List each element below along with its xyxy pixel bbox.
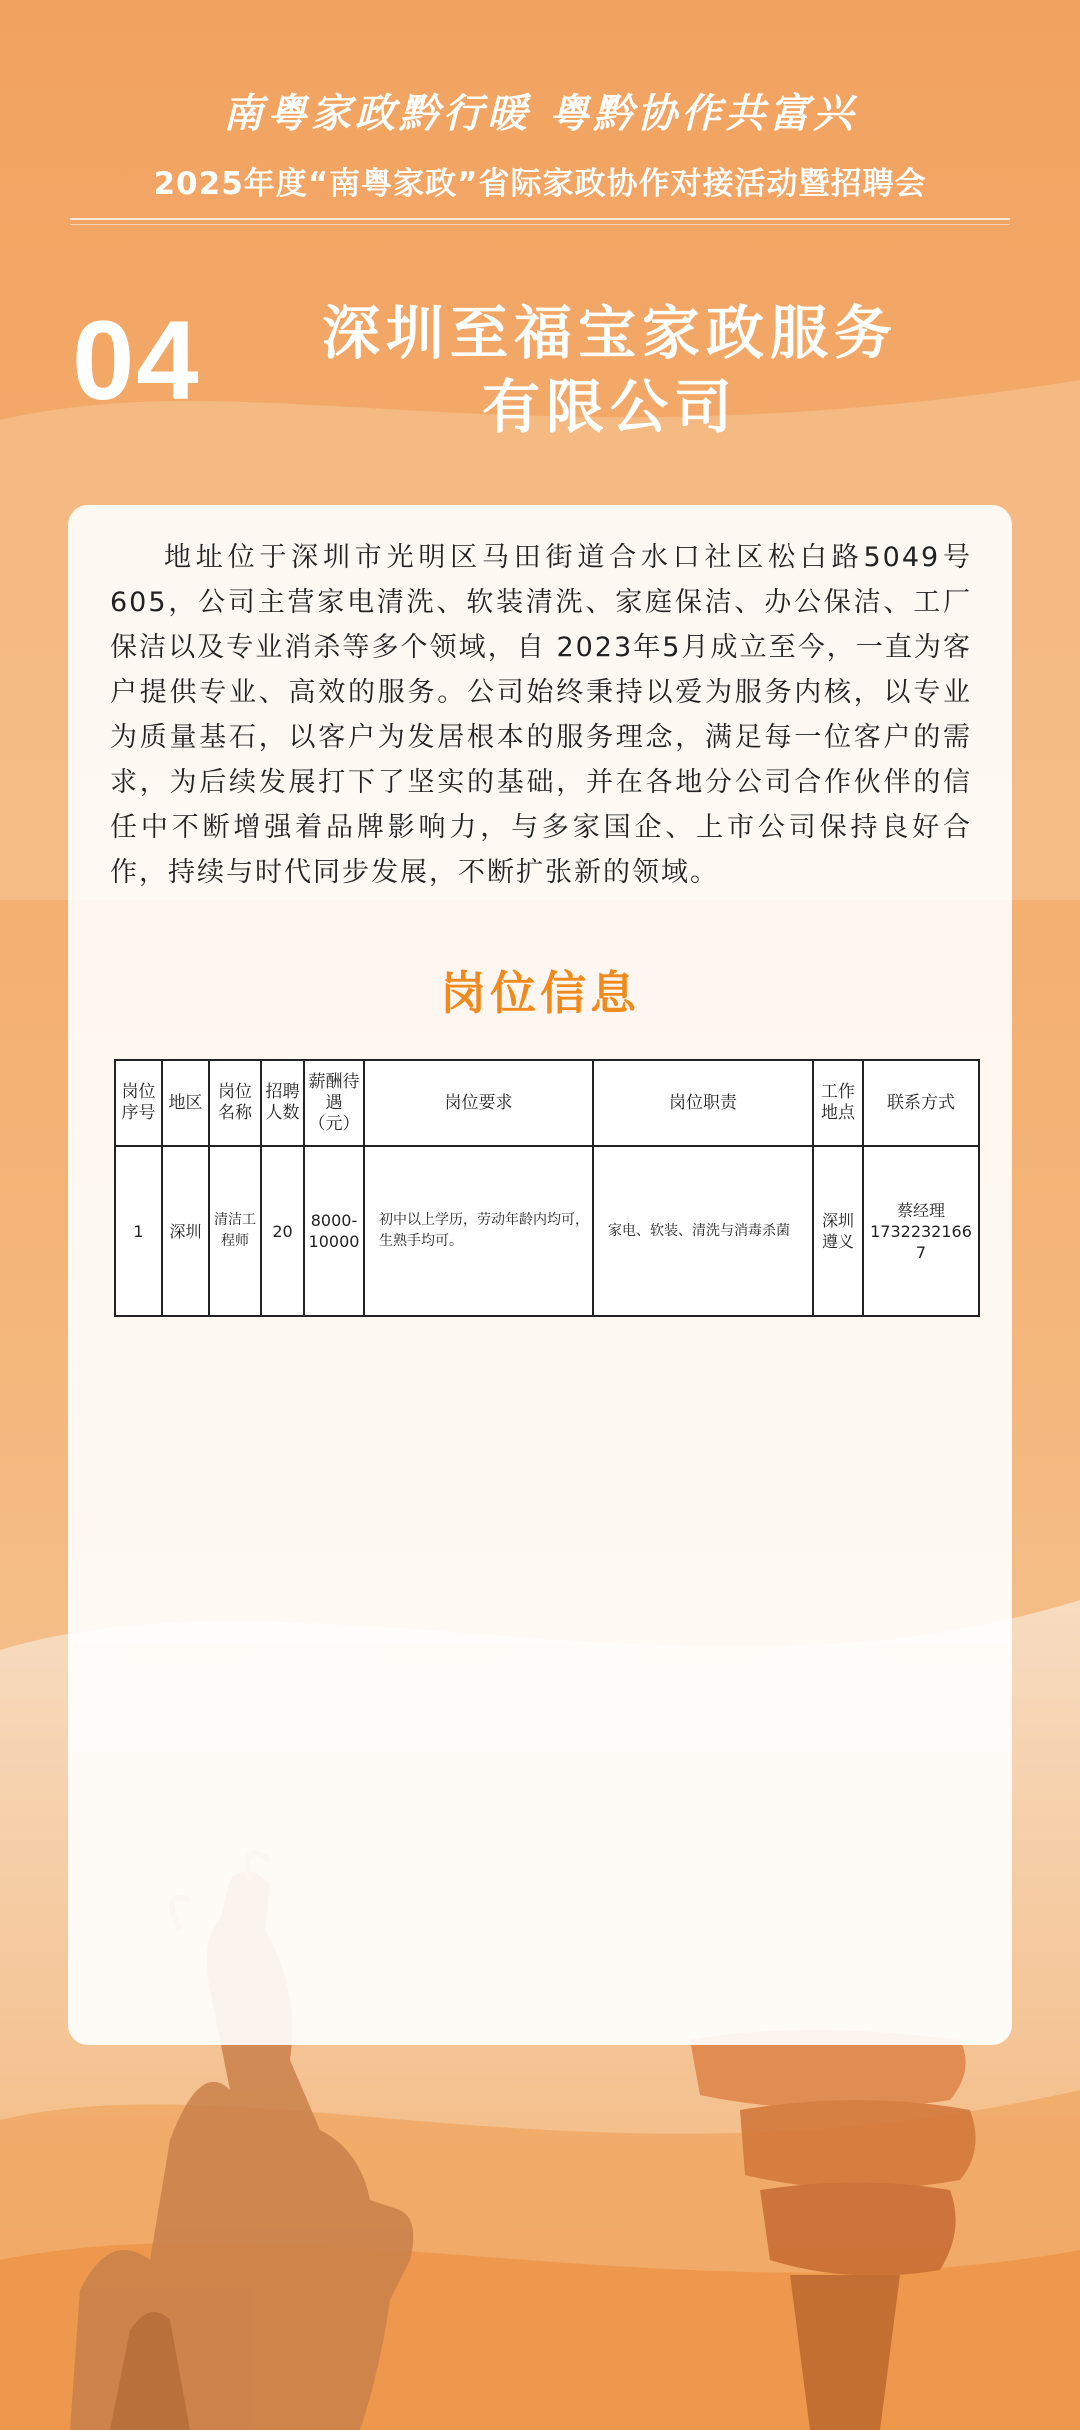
cell-contact (863, 1146, 979, 1316)
table-header-row (115, 1060, 979, 1146)
col-header-count: 招聘人数 (261, 1060, 304, 1146)
col-header-region: 地区 (162, 1060, 209, 1146)
col-header-no: 岗位序号 (115, 1060, 162, 1146)
company-name-line1: 深圳至福宝家政服务 (321, 299, 898, 367)
cell-duties: 家电、软装、清洗与消毒杀菌 (593, 1146, 813, 1316)
company-name (290, 296, 930, 444)
cell-no: 1 (115, 1146, 162, 1316)
cell-count: 20 (261, 1146, 304, 1316)
table-row (115, 1146, 979, 1316)
col-header-position: 岗位名称 (209, 1060, 261, 1146)
col-header-salary: 薪酬待遇（元） (304, 1060, 364, 1146)
col-header-contact: 联系方式 (863, 1060, 979, 1146)
cell-salary: 8000-10000 (304, 1146, 364, 1316)
header-divider-thin (70, 224, 1010, 225)
cell-location: 深圳遵义 (813, 1146, 863, 1316)
contact-name: 蔡经理 (896, 1200, 945, 1220)
cell-requirements: 初中以上学历，劳动年龄内均可，生熟手均可。 (364, 1146, 593, 1316)
slogan: 南粤家政黔行暖 粤黔协作共富兴 (223, 91, 857, 137)
jobs-section-title: 岗位信息 (440, 966, 640, 1020)
company-name-line2: 有限公司 (481, 373, 738, 441)
col-header-requirements: 岗位要求 (364, 1060, 593, 1146)
cell-position: 清洁工程师 (209, 1146, 261, 1316)
cell-region: 深圳 (162, 1146, 209, 1316)
company-number: 04 (72, 298, 201, 423)
contact-phone[interactable]: 17322321667 (870, 1221, 972, 1262)
event-subtitle: 2025年度“南粤家政”省际家政协作对接活动暨招聘会 (153, 166, 927, 202)
company-intro: 地址位于深圳市光明区马田街道合水口社区松白路5049号605，公司主营家电清洗、软装清洗、家庭保洁、办公保洁、工厂保洁以及专业消杀等多个领域，自 2023年5月成立至今，一直为客户提供专业、高效的服务。公司始终秉持以爱为服务内核，以专业为质量基石，以客户为发居根本的服务理念，满足每一位客户的需求，为后续发展打下了坚实的基础，并在各地分公司合作伙伴的信任中不断增强着品牌影响力，与多家国企、上市公司保持良好合作，持续与时代同步发展，不断扩张新的领域。 (110, 542, 972, 888)
col-header-location: 工作地点 (813, 1060, 863, 1146)
col-header-duties: 岗位职责 (593, 1060, 813, 1146)
header-divider (70, 218, 1010, 220)
info-card (68, 505, 1012, 2045)
jobs-table (114, 1059, 980, 1317)
